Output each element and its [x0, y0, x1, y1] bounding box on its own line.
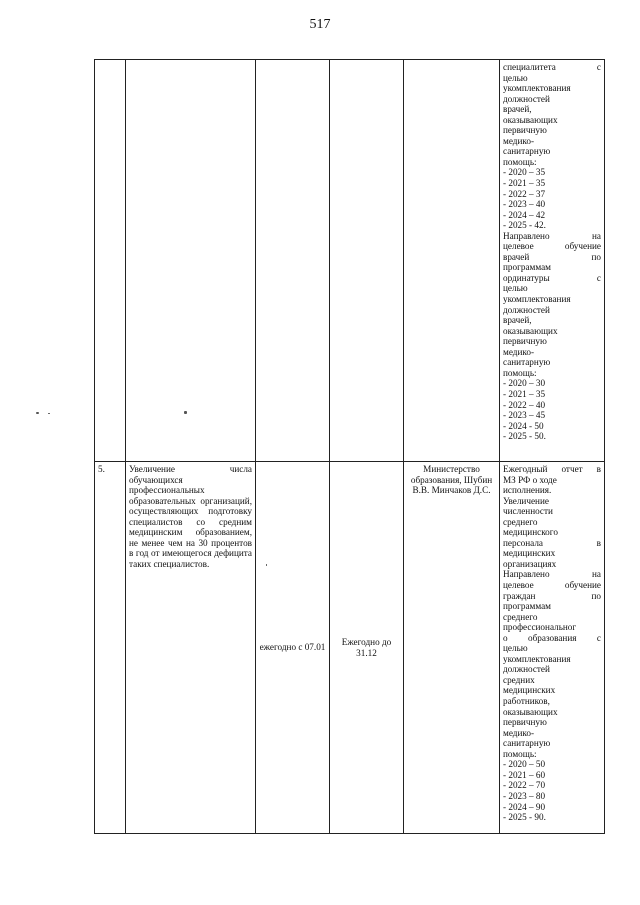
- result-line: врачей,: [503, 104, 532, 115]
- cell-end-empty: [330, 60, 404, 462]
- result-line: численности: [503, 506, 553, 517]
- result-line: профессиональног: [503, 622, 577, 633]
- result-line: должностей: [503, 304, 550, 315]
- result-line: медицинского: [503, 527, 558, 538]
- result-line: - 2025 - 90.: [503, 812, 546, 823]
- result-line: целевое обучение: [503, 580, 601, 591]
- result-line: среднего: [503, 611, 538, 622]
- result-line: помощь:: [503, 748, 537, 759]
- result-line: медицинских: [503, 685, 556, 696]
- result-line: - 2021 – 60: [503, 769, 546, 780]
- cell-executor: [404, 462, 500, 834]
- result-text: [500, 462, 604, 825]
- result-line: медико-: [503, 727, 535, 738]
- result-line: должностей: [503, 664, 550, 675]
- cell-start-date: [256, 462, 330, 834]
- result-line: - 2020 – 30: [503, 378, 546, 389]
- executor-text: Министерство образования, Шубин В.В. Минчаков Д.С.: [410, 464, 493, 496]
- result-line: врачей по: [503, 251, 601, 262]
- scan-speck: [266, 564, 267, 566]
- cell-result: [500, 462, 605, 834]
- result-line: целью: [503, 72, 528, 83]
- result-line: о образования с: [503, 632, 601, 643]
- result-line: - 2022 – 40: [503, 399, 546, 410]
- result-line: - 2022 – 37: [503, 188, 546, 199]
- cell-result-continuation: [500, 60, 605, 462]
- result-line: программам: [503, 262, 552, 273]
- scan-speck: [36, 412, 39, 414]
- result-line: Направлено на: [503, 230, 601, 241]
- result-line: - 2025 - 42.: [503, 220, 546, 231]
- result-line: целью: [503, 643, 528, 654]
- result-line: - 2021 – 35: [503, 388, 546, 399]
- result-line: - 2024 - 50: [503, 420, 544, 431]
- result-line: - 2023 – 40: [503, 199, 546, 210]
- result-line: санитарную: [503, 146, 551, 157]
- result-line: укомплектования: [503, 83, 571, 94]
- result-line: оказывающих: [503, 706, 558, 717]
- cell-executor-empty: [404, 60, 500, 462]
- result-line: врачей,: [503, 315, 532, 326]
- result-line: оказывающих: [503, 325, 558, 336]
- start-date-text: ежегодно с 07.01: [259, 642, 326, 653]
- result-line: исполнения.: [503, 485, 552, 496]
- cell-end-date: [330, 462, 404, 834]
- result-line: первичную: [503, 717, 547, 728]
- end-date-text: Ежегодно до 31.12: [341, 636, 392, 658]
- cell-start-empty: [256, 60, 330, 462]
- scan-speck: [48, 413, 50, 414]
- result-line: укомплектования: [503, 294, 571, 305]
- result-line: организациях: [503, 558, 557, 569]
- result-line: - 2024 – 42: [503, 209, 546, 220]
- row-number: 5.: [98, 464, 105, 474]
- result-line: санитарную: [503, 738, 551, 749]
- result-line: Увеличение: [503, 495, 549, 506]
- result-line: целью: [503, 283, 528, 294]
- result-line: первичную: [503, 125, 547, 136]
- table-row-continuation: [95, 60, 605, 462]
- result-line: санитарную: [503, 357, 551, 368]
- result-line: - 2025 - 50.: [503, 431, 546, 442]
- result-line: - 2022 – 70: [503, 780, 546, 791]
- result-line: МЗ РФ о ходе: [503, 474, 557, 485]
- result-line: - 2023 – 80: [503, 790, 546, 801]
- result-line: - 2020 – 50: [503, 759, 546, 770]
- page-number: 517: [309, 17, 331, 32]
- result-line: Направлено на: [503, 569, 601, 580]
- result-line: - 2020 – 35: [503, 167, 546, 178]
- result-line: среднего: [503, 516, 538, 527]
- result-line: помощь:: [503, 367, 537, 378]
- result-line: работников,: [503, 696, 550, 707]
- result-line: медицинских: [503, 548, 556, 559]
- measures-table: [94, 59, 605, 834]
- result-line: первичную: [503, 336, 547, 347]
- result-line: медико-: [503, 346, 535, 357]
- scan-speck: [184, 411, 187, 414]
- result-text: [500, 60, 604, 444]
- cell-measure-empty: [126, 60, 256, 462]
- result-line: программам: [503, 601, 552, 612]
- result-line: - 2023 – 45: [503, 410, 546, 421]
- result-line: оказывающих: [503, 114, 558, 125]
- result-line: специалитета с: [503, 62, 601, 72]
- result-line: ординатуры с: [503, 272, 601, 283]
- result-line: укомплектования: [503, 653, 571, 664]
- result-line: - 2024 – 90: [503, 801, 546, 812]
- result-line: целевое обучение: [503, 241, 601, 252]
- table-row-5: [95, 462, 605, 834]
- cell-measure: [126, 462, 256, 834]
- cell-number: [95, 462, 126, 834]
- cell-number-empty: [95, 60, 126, 462]
- result-line: средних: [503, 674, 535, 685]
- result-line: - 2021 – 35: [503, 178, 546, 189]
- result-line: помощь:: [503, 156, 537, 167]
- result-line: Ежегодный отчет в: [503, 464, 601, 474]
- result-line: персонала в: [503, 537, 601, 548]
- measure-text: Увеличение числа обучающихся профессиональных образовательных организаций, осуществляющих подготовку специалистов со средним медицинским образованием, не менее чем на 30 процентов в год от имеющегося дефицита таких специалистов.: [129, 464, 252, 569]
- result-line: должностей: [503, 93, 550, 104]
- result-line: медико-: [503, 135, 535, 146]
- result-line: граждан по: [503, 590, 601, 601]
